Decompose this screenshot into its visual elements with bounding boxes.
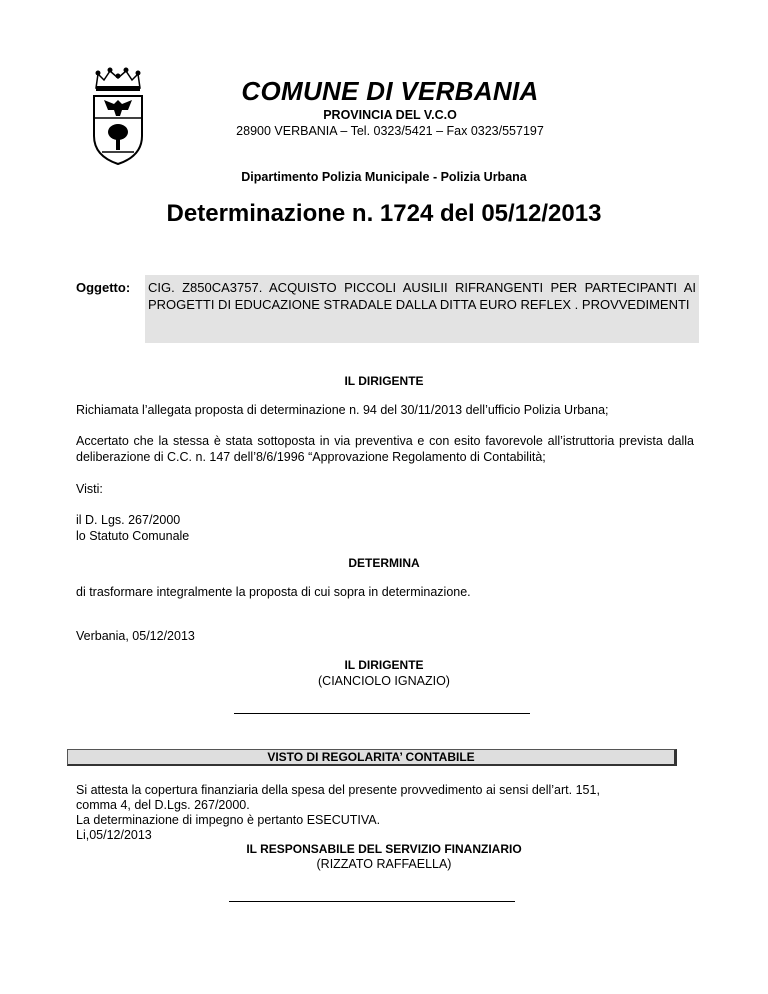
financial-signer-name: (RIZZATO RAFFAELLA) bbox=[316, 857, 452, 871]
org-name: COMUNE DI VERBANIA bbox=[241, 76, 539, 106]
determina-heading: DETERMINA bbox=[348, 556, 420, 570]
visto-heading-box bbox=[67, 749, 677, 766]
visto-line: Si attesta la copertura finanziaria della spesa del presente provvedimento ai sensi dell’art. 151, bbox=[76, 783, 600, 797]
place-date: Verbania, 05/12/2013 bbox=[76, 629, 195, 643]
paragraph-richiamata: Richiamata l’allegata proposta di determinazione n. 94 del 30/11/2013 dell’ufficio Polizia Urbana; bbox=[76, 403, 609, 417]
address: 28900 VERBANIA – Tel. 0323/5421 – Fax 0323/557197 bbox=[236, 124, 544, 138]
subject-text: CIG. Z850CA3757. ACQUISTO PICCOLI AUSILII RIFRANGENTI PER PARTECIPANTI AI PROGETTI DI EDUCAZIONE STRADALE DALLA DITTA EURO REFLEX . PROVVEDIMENTI bbox=[148, 280, 696, 312]
subject-box bbox=[145, 275, 699, 343]
subject-label: Oggetto: bbox=[76, 280, 131, 295]
dirigente-heading: IL DIRIGENTE bbox=[344, 374, 424, 388]
financial-signer-role: IL RESPONSABILE DEL SERVIZIO FINANZIARIO bbox=[246, 842, 522, 856]
department: Dipartimento Polizia Municipale - Polizia Urbana bbox=[241, 170, 527, 184]
signature-line bbox=[234, 713, 530, 714]
province: PROVINCIA DEL V.C.O bbox=[323, 108, 457, 122]
visto-line: Li,05/12/2013 bbox=[76, 828, 152, 842]
signer-role: IL DIRIGENTE bbox=[344, 658, 424, 672]
visto-heading: VISTO DI REGOLARITA’ CONTABILE bbox=[267, 750, 475, 764]
visto-line: comma 4, del D.Lgs. 267/2000. bbox=[76, 798, 250, 812]
visto-line: La determinazione di impegno è pertanto ESECUTIVA. bbox=[76, 813, 381, 827]
visti-item: il D. Lgs. 267/2000 bbox=[76, 513, 181, 527]
document-title: Determinazione n. 1724 del 05/12/2013 bbox=[166, 200, 602, 227]
visti-item: lo Statuto Comunale bbox=[76, 529, 190, 543]
visti-label: Visti: bbox=[76, 482, 103, 496]
coat-of-arms-icon bbox=[88, 66, 148, 166]
signature-line bbox=[229, 901, 515, 902]
paragraph-accertato: Accertato che la stessa è stata sottoposta in via preventiva e con esito favorevole all’istruttoria prevista dalla deliberazione di C.C. n. 147 dell’8/6/1996 “Approvazione Regolamento di Contabilità; bbox=[76, 434, 694, 464]
determina-text: di trasformare integralmente la proposta di cui sopra in determinazione. bbox=[76, 585, 471, 599]
signer-name: (CIANCIOLO IGNAZIO) bbox=[318, 674, 450, 688]
